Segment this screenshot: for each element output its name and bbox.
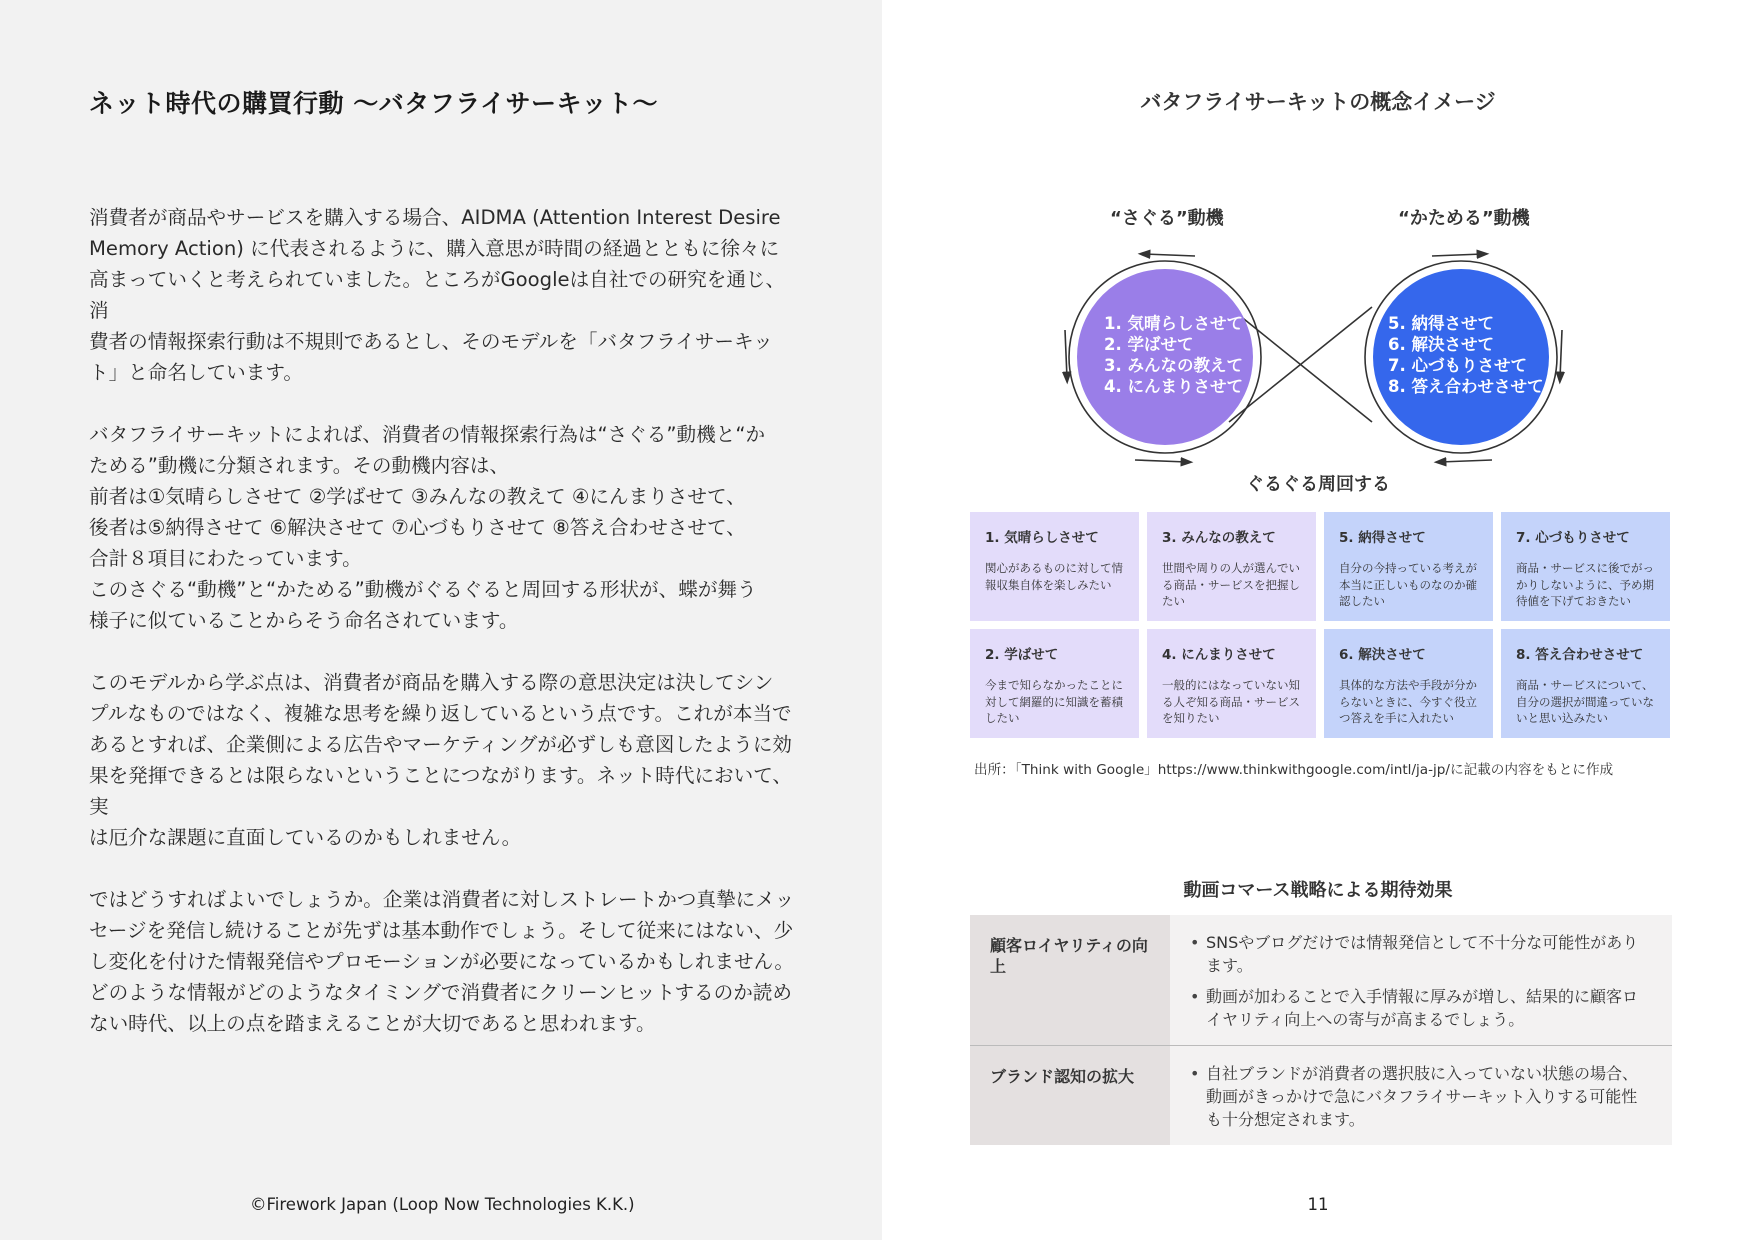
motive-card (970, 512, 1139, 621)
explore-circle-items (1104, 313, 1243, 397)
text-line: あるとすれば、企業側による広告やマーケティングが必ずしも意図したように効 (89, 733, 793, 756)
circle-item: 1. 気晴らしさせて (1104, 314, 1243, 333)
page-title: ネット時代の購買行動 〜バタフライサーキット〜 (89, 89, 658, 118)
circle-item: 2. 学ばせて (1104, 335, 1194, 354)
text-line: ない時代、以上の点を踏まえることが大切であると思われます。 (89, 1012, 656, 1035)
text-line: し変化を付けた情報発信やプロモーションが必要になっているかもしれません。 (89, 950, 794, 973)
text-line: このさぐる“動機”と“かためる”動機がぐるぐると周回する形状が、蝶が舞う (89, 578, 757, 601)
card-description: 関心があるものに対して情報収集自体を楽しみたい (985, 561, 1123, 592)
text-line: セージを発信し続けることが先ずは基本動作でしょう。そして従来にはない、少 (89, 919, 794, 942)
motive-card (1147, 629, 1316, 738)
motive-card (1501, 512, 1670, 621)
card-title: 7. 心づもりさせて (1516, 530, 1630, 546)
text-line: は厄介な課題に直面しているのかもしれません。 (89, 826, 522, 849)
paragraph-4 (89, 884, 801, 1039)
text-line: プルなものではなく、複雑な思考を繰り返しているという点です。これが本当で (89, 702, 792, 725)
text-line: 様子に似ていることからそう命名されています。 (89, 609, 519, 632)
card-title: 3. みんなの教えて (1162, 530, 1276, 546)
text-line: 後者は⑤納得させて ⑥解決させて ⑦心づもりさせて ⑧答え合わせさせて、 (89, 516, 746, 539)
paragraph-3 (89, 667, 801, 853)
text-line: ト」と命名しています。 (89, 361, 303, 384)
rotation-arrow (1440, 460, 1492, 462)
text-line: 果を発揮できるとは限らないということにつながります。ネット時代において、実 (89, 764, 793, 818)
effect-title: 動画コマース戦略による期待効果 (1183, 880, 1453, 901)
effect-point: • 動画が加わることで入手情報に厚みが増し、結果的に顧客ロイヤリティ向上への寄与が高まるでしょう。 (1188, 985, 1652, 1031)
card-title: 5. 納得させて (1339, 530, 1426, 546)
card-title: 6. 解決させて (1339, 647, 1426, 663)
body-text (89, 202, 801, 1070)
card-title: 2. 学ばせて (985, 647, 1059, 663)
text-line: ではどうすればよいでしょうか。企業は消費者に対しストレートかつ真摯にメッ (89, 888, 795, 911)
right-page (882, 0, 1754, 1240)
effect-point: • SNSやブログだけでは情報発信として不十分な可能性があります。 (1188, 931, 1652, 977)
explore-motive-label: “さぐる”動機 (1110, 208, 1224, 229)
rotation-arrow (1065, 330, 1067, 378)
confirm-circle-items (1388, 313, 1544, 397)
motive-card (1324, 629, 1493, 738)
effect-value (1170, 1046, 1672, 1145)
card-title: 1. 気晴らしさせて (985, 530, 1099, 546)
page-number: 11 (1307, 1195, 1329, 1214)
effect-table (970, 915, 1672, 1145)
card-description: 自分の今持っている考えが本当に正しいものなのか確認したい (1339, 561, 1477, 608)
rotation-arrow (1144, 254, 1195, 256)
card-title: 4. にんまりさせて (1162, 647, 1276, 663)
circle-item: 3. みんなの教えて (1104, 356, 1243, 375)
motive-card (1324, 512, 1493, 621)
loop-label: ぐるぐる周回する (1246, 474, 1390, 495)
rotation-arrow (1560, 330, 1562, 378)
text-line: バタフライサーキットによれば、消費者の情報探索行為は“さぐる”動機と“か (89, 423, 766, 446)
card-description: 世間や周りの人が選んでいる商品・サービスを把握したい (1162, 561, 1300, 608)
effect-row (970, 1045, 1672, 1145)
text-line: 費者の情報探索行動は不規則であるとし、そのモデルを「バタフライサーキッ (89, 330, 773, 353)
text-line: このモデルから学ぶ点は、消費者が商品を購入する際の意思決定は決してシン (89, 671, 774, 694)
source-note: 出所：「Think with Google」https://www.thinkwithgoogle.com/intl/ja-jp/に記載の内容をもとに作成 (974, 762, 1614, 778)
circle-item: 7. 心づもりさせて (1388, 356, 1527, 375)
effect-point: • 自社ブランドが消費者の選択肢に入っていない状態の場合、動画がきっかけで急にバタフライサーキット入りする可能性も十分想定されます。 (1188, 1062, 1652, 1131)
motive-cards-grid (970, 512, 1672, 742)
card-title: 8. 答え合わせさせて (1516, 647, 1644, 663)
circle-item: 6. 解決させて (1388, 335, 1494, 354)
circle-item: 4. にんまりさせて (1104, 377, 1243, 396)
motive-card (1501, 629, 1670, 738)
text-line: 合計８項目にわたっています。 (89, 547, 362, 570)
rotation-arrow (1432, 254, 1483, 256)
confirm-motive-label: “かためる”動機 (1398, 208, 1530, 229)
butterfly-circuit-diagram (882, 0, 1754, 480)
diagram-title: バタフライサーキットの概念イメージ (1140, 90, 1496, 114)
text-line: 消費者が商品やサービスを購入する場合、AIDMA (Attention Interest Desire (89, 206, 781, 229)
motive-card (970, 629, 1139, 738)
paragraph-1 (89, 202, 801, 388)
copyright-footer: ©Firework Japan (Loop Now Technologies K.K.) (250, 1195, 635, 1214)
card-description: 一般的にはなっていない知る人ぞ知る商品・サービスを知りたい (1162, 678, 1300, 725)
motive-card (1147, 512, 1316, 621)
text-line: どのような情報がどのようなタイミングで消費者にクリーンヒットするのか読め (89, 981, 793, 1004)
card-description: 具体的な方法や手段が分からないときに、今すぐ役立つ答えを手に入れたい (1339, 678, 1477, 725)
effect-key: ブランド認知の拡大 (970, 1046, 1170, 1145)
effect-key: 顧客ロイヤリティの向上 (970, 915, 1170, 1045)
card-description: 商品・サービスに後でがっかりしないように、予め期待値を下げておきたい (1516, 561, 1654, 608)
text-line: 前者は①気晴らしさせて ②学ばせて ③みんなの教えて ④にんまりさせて、 (89, 485, 746, 508)
rotation-arrow (1135, 460, 1187, 462)
circle-item: 8. 答え合わせさせて (1388, 377, 1544, 396)
effect-row (970, 915, 1672, 1045)
text-line: 高まっていくと考えられていました。ところがGoogleは自社での研究を通じ、消 (89, 268, 786, 322)
effect-value (1170, 915, 1672, 1045)
text-line: ためる”動機に分類されます。その動機内容は、 (89, 454, 510, 477)
text-line: Memory Action) に代表されるように、購入意思が時間の経過とともに徐々に (89, 237, 780, 260)
card-description: 今まで知らなかったことに対して網羅的に知識を蓄積したい (985, 678, 1123, 725)
card-description: 商品・サービスについて、自分の選択が間違っていないと思い込みたい (1516, 678, 1654, 725)
circle-item: 5. 納得させて (1388, 314, 1494, 333)
paragraph-2 (89, 419, 801, 636)
